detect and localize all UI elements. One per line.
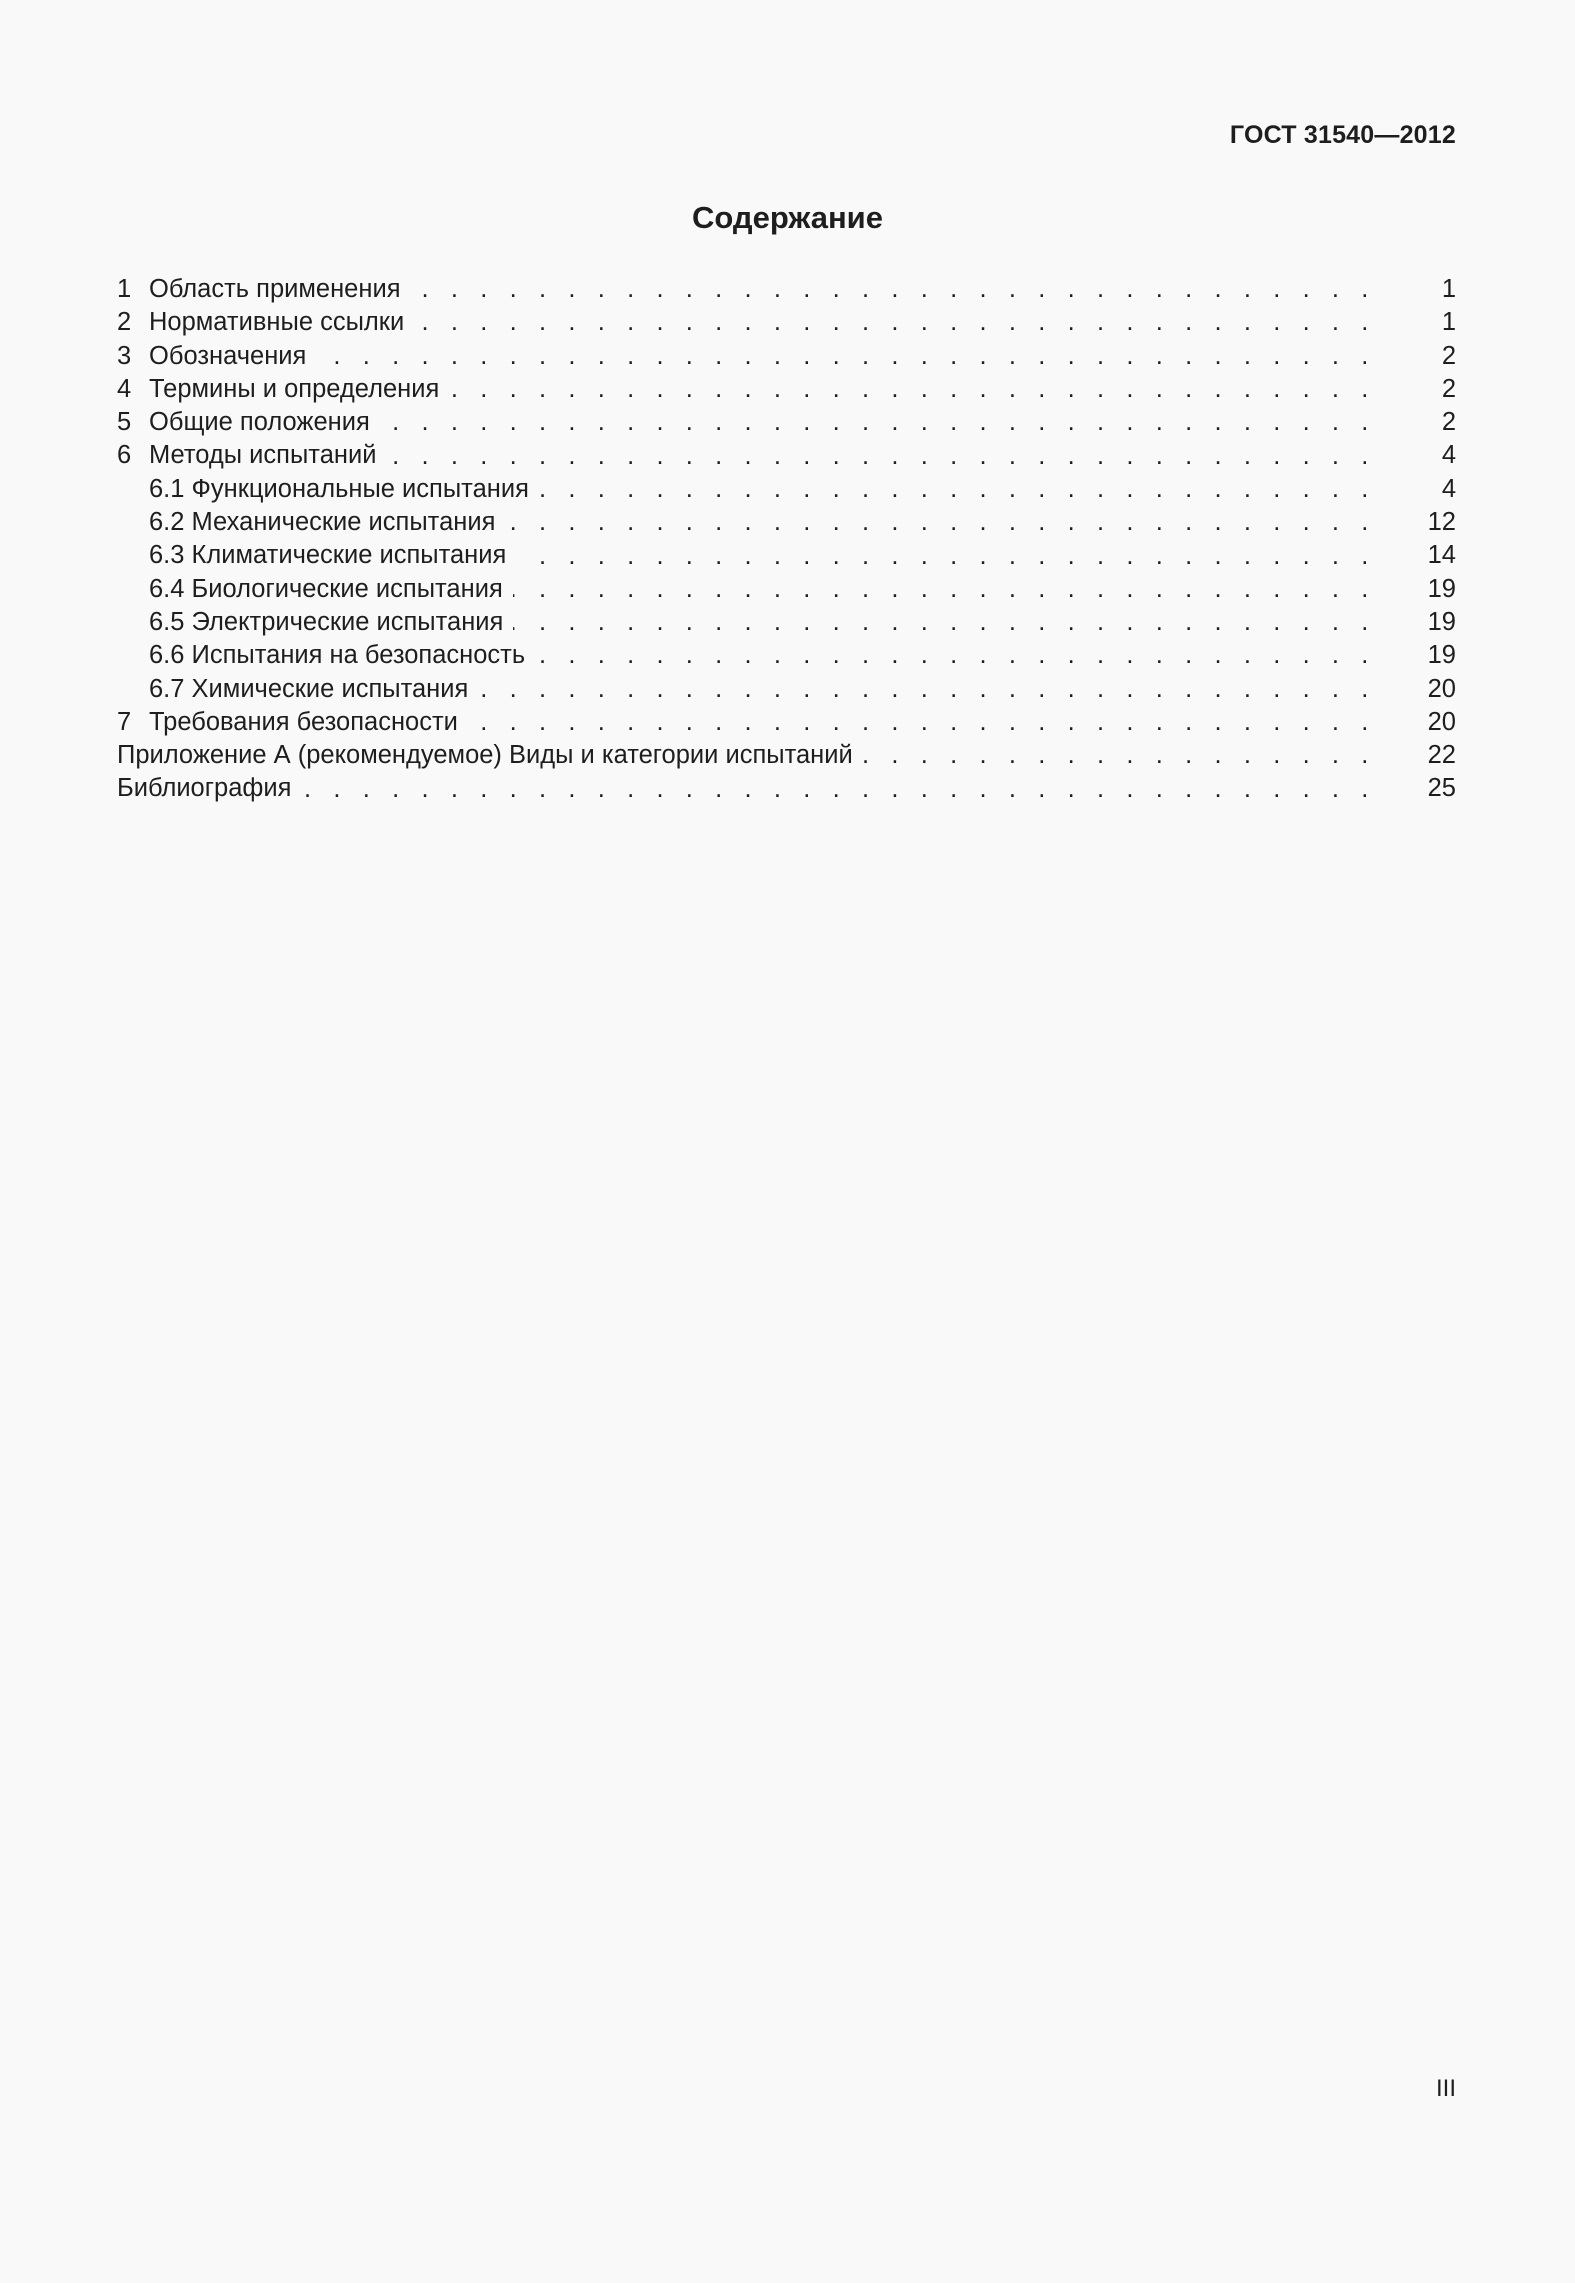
toc-dot-leader [386,440,1376,473]
toc-entry[interactable] [117,706,1456,739]
document-id-header: ГОСТ 31540—2012 [1229,121,1456,149]
toc-entry-page: 14 [1427,541,1456,570]
toc-entry-label: 6.4 Биологические испытания [149,574,503,603]
toc-entry-page: 1 [1441,275,1456,303]
toc-entry[interactable] [117,473,1456,506]
toc-entry-number: 5 [117,408,132,437]
toc-entry-page: 2 [1441,408,1456,437]
toc-entry-page: 1 [1441,308,1456,337]
toc-entry-page: 2 [1441,374,1456,403]
toc-entry-page: 4 [1441,474,1456,503]
toc-entry-page: 12 [1427,508,1456,537]
toc-dot-leader [513,573,1376,606]
toc-dot-leader [301,773,1376,806]
toc-entry-label: Библиография [117,774,292,803]
toc-entry-page: 20 [1427,707,1456,736]
toc-entry[interactable] [117,306,1456,339]
toc-entry-number: 1 [117,275,132,303]
toc-entry[interactable] [117,539,1456,572]
toc-entry-label: Термины и определения [149,374,440,403]
toc-entry-label: 6.2 Механические испытания [149,508,496,537]
toc-dot-leader [478,673,1376,706]
toc-entry[interactable] [117,573,1456,606]
toc-entry-label: Методы испытаний [149,441,377,470]
toc-title: Содержание [692,200,883,235]
table-of-contents [117,273,1456,806]
toc-dot-leader [539,473,1376,506]
toc-entry-label: Общие положения [149,408,370,437]
toc-entry-number: 4 [117,374,132,403]
toc-entry-number: 6 [117,441,132,470]
toc-dot-leader [513,606,1376,639]
toc-entry[interactable] [117,673,1456,706]
toc-dot-leader [316,340,1376,373]
toc-entry-label: 6.1 Функциональные испытания [149,474,529,503]
toc-dot-leader [411,273,1376,306]
toc-entry-label: Область применения [149,275,401,303]
toc-entry-label: Требования безопасности [149,707,458,736]
toc-entry[interactable] [117,373,1456,406]
toc-dot-leader [380,406,1376,439]
toc-dot-leader [863,739,1376,772]
toc-entry-label: Нормативные ссылки [149,308,405,337]
toc-entry-page: 4 [1441,441,1456,470]
toc-entry[interactable] [117,639,1456,672]
toc-entry[interactable] [117,606,1456,639]
toc-entry-label: 6.6 Испытания на безопасность [149,641,526,670]
toc-entry-page: 19 [1427,574,1456,603]
toc-entry[interactable] [117,772,1456,805]
toc-dot-leader [516,540,1376,573]
toc-entry-page: 2 [1441,341,1456,370]
toc-entry-page: 25 [1427,774,1456,803]
toc-entry[interactable] [117,273,1456,306]
toc-entry-number: 3 [117,341,132,370]
toc-entry-number: 2 [117,308,132,337]
toc-entry-label: 6.5 Электрические испытания [149,607,504,636]
toc-entry[interactable] [117,506,1456,539]
toc-entry-label: Обозначения [149,341,307,370]
toc-entry[interactable] [117,340,1456,373]
toc-entry-label: Приложение А (рекомендуемое) Виды и категории испытаний [117,741,853,770]
toc-dot-leader [505,506,1376,539]
toc-dot-leader [449,373,1376,406]
toc-entry-label: 6.3 Климатические испытания [149,541,507,570]
toc-entry-page: 20 [1427,674,1456,703]
toc-dot-leader [468,706,1376,739]
page-number: III [1435,2075,1456,2102]
toc-entry-page: 22 [1427,741,1456,770]
toc-entry[interactable] [117,406,1456,439]
toc-entry-page: 19 [1427,607,1456,636]
toc-entry-label: 6.7 Химические испытания [149,674,469,703]
toc-entry-page: 19 [1427,641,1456,670]
toc-entry[interactable] [117,439,1456,472]
toc-entry[interactable] [117,739,1456,772]
toc-dot-leader [535,639,1376,672]
toc-entry-number: 7 [117,707,132,736]
toc-dot-leader [414,306,1376,339]
